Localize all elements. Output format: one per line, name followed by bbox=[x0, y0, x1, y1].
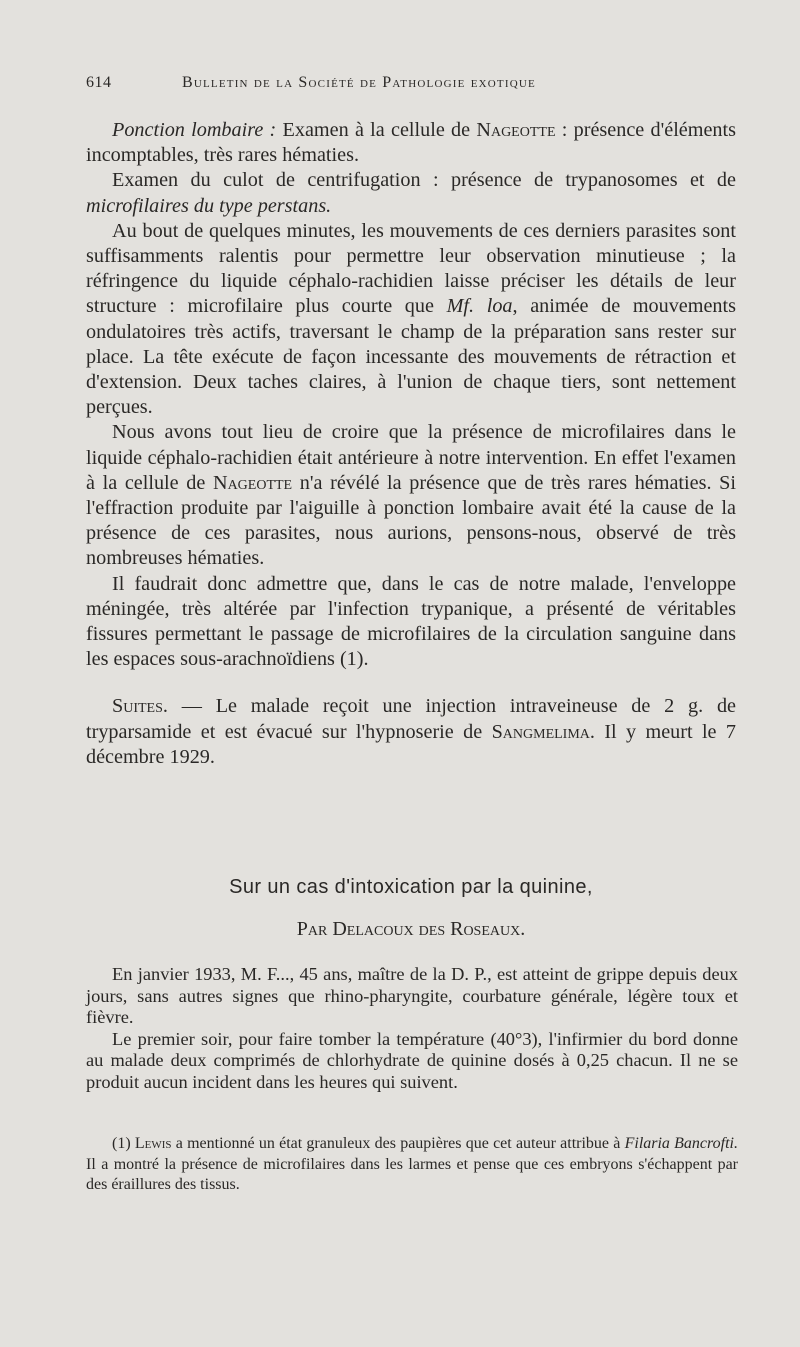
text-run: a mentionné un état granuleux des paupières que cet auteur attribue à bbox=[171, 1135, 625, 1152]
article-body bbox=[86, 964, 738, 1094]
place-name: Sangmelima bbox=[491, 720, 590, 743]
text-run: Examen du culot de centrifugation : présence de trypanosomes et de bbox=[112, 169, 736, 192]
text-run: Il a montré la présence de microfilaires dans les larmes et pense que ces embryons s'échappent par des éraillures des tissus. bbox=[86, 1155, 738, 1193]
author-name: Lewis bbox=[134, 1135, 172, 1152]
suites-label: Suites. bbox=[112, 695, 168, 718]
author-name: Nageotte bbox=[476, 119, 556, 141]
paragraph-ponction bbox=[86, 118, 736, 168]
paragraph-culot bbox=[86, 168, 736, 218]
running-header bbox=[86, 74, 646, 92]
article-paragraph-1: En janvier 1933, M. F..., 45 ans, maître de la D. P., est atteint de grippe depuis deux jours, sans autres signes que rhino-pharyngite, courbature générale, légère toux et fièvre. bbox=[86, 964, 738, 1028]
paragraph-admettre: Il faudrait donc admettre que, dans le cas de notre malade, l'enveloppe méningée, très altérée par l'infection trypanique, a présenté de véritables fissures permettant le passage de microfilaires de la circulation sanguine dans les espaces sous-arachnoïdiens (1). bbox=[86, 572, 736, 671]
text-run: — Le malade reçoit une injection intraveineuse de 2 g. de tryparsamide et est évacué sur l'hypnoserie de bbox=[86, 695, 736, 743]
paragraph-suites bbox=[86, 694, 736, 770]
text-run: Nous avons tout lieu de croire que la présence de microfilaires dans le liquide céphalo-rachidien était antérieure à notre intervention. En effet l'examen à la cellule de bbox=[86, 421, 736, 494]
author-name: Nageotte bbox=[212, 471, 293, 494]
italic-term: Mf. loa bbox=[446, 295, 513, 318]
footnote-marker: (1) bbox=[112, 1135, 131, 1152]
article-title: Sur un cas d'intoxication par la quinine, bbox=[229, 876, 593, 898]
spacer bbox=[86, 672, 736, 694]
text-run: Examen à la cellule de bbox=[276, 119, 477, 141]
byline-text: Par Delacoux des Roseaux. bbox=[296, 918, 526, 940]
text-run: . Il y meurt le 7 décembre 1929. bbox=[86, 720, 736, 768]
text-run: : présence d'éléments incomptables, très rares hématies. bbox=[86, 119, 736, 167]
italic-term: Filaria Bancrofti. bbox=[624, 1135, 739, 1152]
paragraph-croire bbox=[86, 420, 736, 571]
italic-term: microfilaires du type perstans. bbox=[86, 194, 332, 217]
text-run: , animée de mouvements ondulatoires très actifs, traversant le champ de la préparation sans rester sur place. La tête exécute de façon incessante des mouvements de rétraction et d'extension. Deux taches claires, à l'union de chaque tiers, sont nettement perçues. bbox=[86, 295, 736, 419]
footnote bbox=[86, 1134, 738, 1196]
footnote-text bbox=[86, 1134, 738, 1196]
article-paragraph-2: Le premier soir, pour faire tomber la température (40°3), l'infirmier du bord donne au malade deux comprimés de chlorhydrate de quinine dosés à 0,25 chacun. Il ne se produit aucun incident dans les heures qui suivent. bbox=[86, 1028, 738, 1092]
article-byline bbox=[86, 918, 736, 941]
text-run: n'a révélé la présence que de très rares hématies. Si l'effraction produite par l'aiguille à ponction lombaire avait été la cause de la présence de ces parasites, nous aurions, pensons-nous, observé de très nombreuses hématies. bbox=[86, 471, 736, 570]
page-number: 614 bbox=[86, 74, 112, 91]
running-title: Bulletin de la Société de Pathologie exotique bbox=[182, 74, 536, 91]
paragraph-observation bbox=[86, 219, 736, 421]
ponction-label: Ponction lombaire : bbox=[112, 119, 277, 141]
text-run: Au bout de quelques minutes, les mouvements de ces derniers parasites sont suffisamments ralentis pour permettre leur observation minutieuse ; la réfringence du liquide céphalo-rachidien laisse préciser les détails de leur structure : microfilaire plus courte que bbox=[86, 219, 736, 318]
section-body bbox=[86, 118, 736, 770]
